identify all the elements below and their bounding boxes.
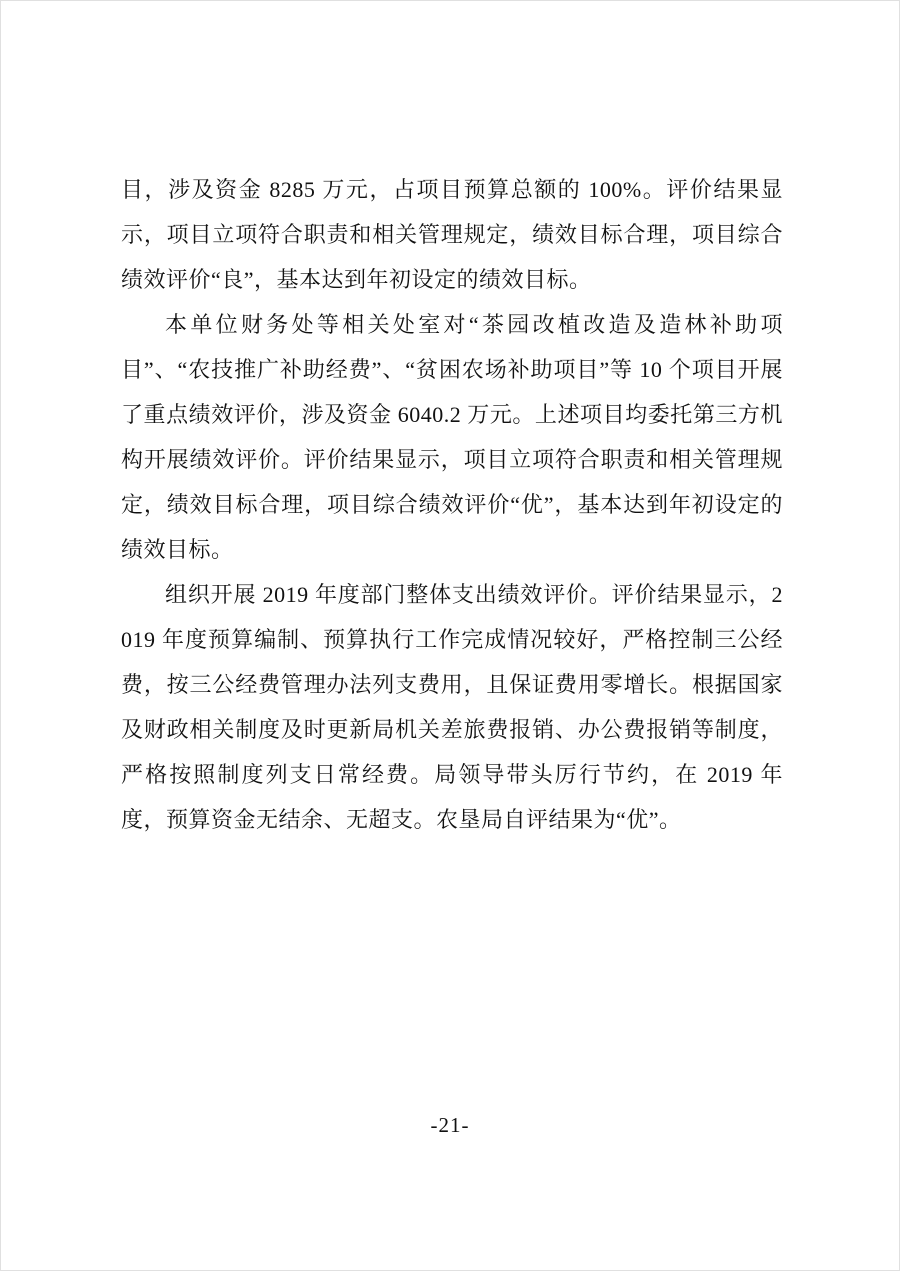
body-paragraph-key-evaluation: 本单位财务处等相关处室对“茶园改植改造及造林补助项目”、“农技推广补助经费”、“贫困农场补助项目”等 10 个项目开展了重点绩效评价，涉及资金 6040.2 万元。上述项目均委托第三方机构开展绩效评价。评价结果显示，项目立项符合职责和相关管理规定，绩效目标合理，项目综合绩效评价“优”，基本达到年初设定的绩效目标。 <box>121 312 783 562</box>
document-text-block <box>121 167 783 842</box>
body-paragraph-overall-expenditure: 组织开展 2019 年度部门整体支出绩效评价。评价结果显示，2019 年度预算编制、预算执行工作完成情况较好，严格控制三公经费，按三公经费管理办法列支费用，且保证费用零增长。根据国家及财政相关制度及时更新局机关差旅费报销、办公费报销等制度，严格按照制度列支日常经费。局领导带头厉行节约，在 2019 年度，预算资金无结余、无超支。农垦局自评结果为“优”。 <box>121 582 783 832</box>
body-paragraph-continuation: 目，涉及资金 8285 万元，占项目预算总额的 100%。评价结果显示，项目立项符合职责和相关管理规定，绩效目标合理，项目综合绩效评价“良”，基本达到年初设定的绩效目标。 <box>121 177 783 292</box>
page-number: -21- <box>430 1113 470 1137</box>
